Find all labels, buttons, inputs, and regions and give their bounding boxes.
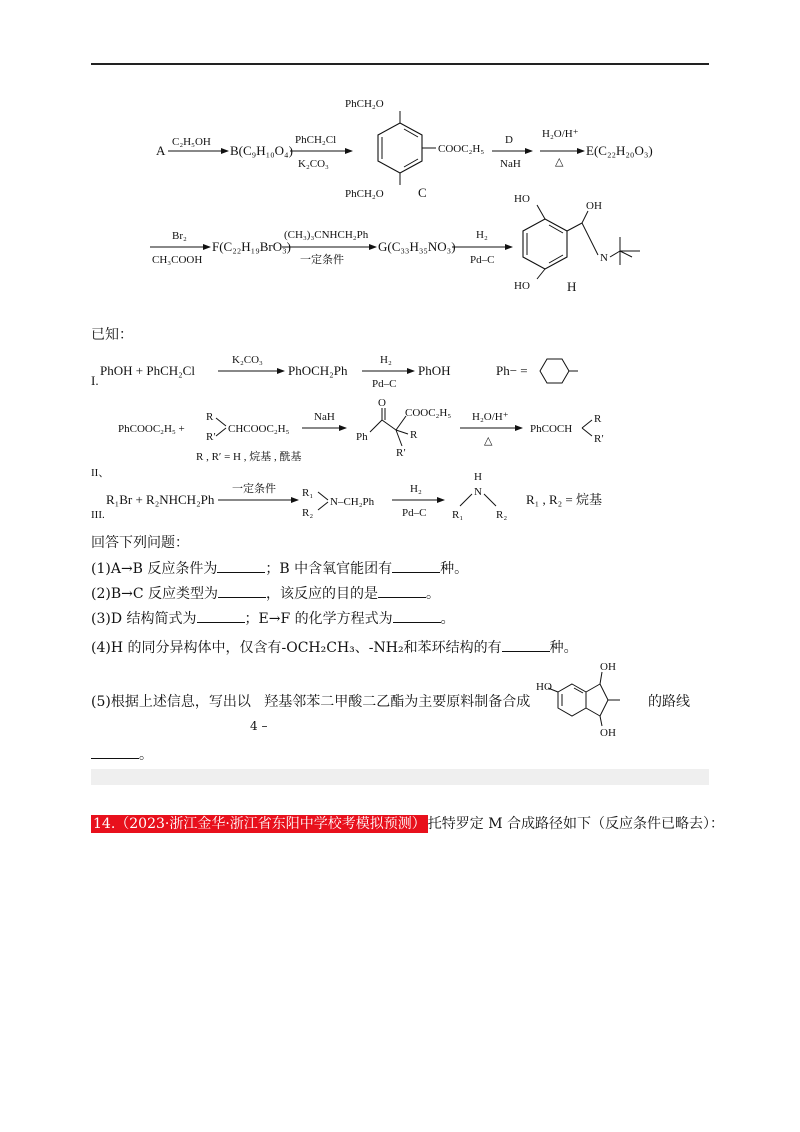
reagent-gh-top: H₂ — [476, 229, 488, 241]
top-rule — [91, 63, 709, 65]
phenyl-ring — [540, 359, 578, 383]
r2-reagent2-bottom: △ — [484, 435, 493, 447]
known-title: 已知： — [91, 327, 133, 343]
r2-reagent2-top: H₂O/H⁺ — [472, 411, 509, 423]
q5-target-structure — [536, 660, 640, 740]
reagent-ab: C₂H₅OH — [172, 136, 211, 148]
h-oh: OH — [586, 200, 602, 212]
h-n: N — [600, 252, 608, 264]
answer-blank-4[interactable] — [502, 638, 550, 652]
r2-right: PhCOCH — [530, 423, 573, 435]
r2-cond: R , R′ = H , 烷基 , 酰基 — [196, 451, 302, 463]
compound-f: F(C₂₂H₁₉BrO₃) — [212, 239, 291, 254]
answer-blank-5[interactable] — [91, 745, 139, 759]
r1-reagent2-bottom: Pd–C — [372, 378, 397, 390]
r3-right-N: N — [474, 486, 482, 498]
question-source-highlight: 14.（2023·浙江金华·浙江省东阳中学校考模拟预测） — [93, 816, 426, 832]
r2-mid-ph: Ph — [356, 431, 368, 443]
ph-def: Ph− = — [496, 363, 528, 378]
r2-Rp: R′ — [206, 431, 216, 443]
r1-left: PhOH + PhCH₂Cl — [100, 363, 195, 378]
r2-reagent1: NaH — [314, 411, 335, 423]
r2-right-Rp: R′ — [594, 433, 604, 445]
reagent-bc-bottom: K₂CO₃ — [298, 158, 329, 170]
r3-reagent2-bottom: Pd–C — [402, 507, 427, 519]
c-sub-top: PhCH₂O — [345, 98, 384, 110]
answer-blank-3a[interactable] — [197, 609, 245, 623]
r2-chain: CHCOOC₂H₅ — [228, 423, 290, 435]
q5-tail: 的路线 — [648, 694, 690, 710]
r2-mid-skeleton — [370, 408, 408, 446]
reagent-cd-bottom: NaH — [500, 158, 521, 170]
r2-right-R: R — [594, 413, 602, 425]
question-5: (5)根据上述信息，写出以 羟基邻苯二甲酸二乙酯为主要原料制备合成 — [91, 694, 531, 710]
r3-mid-R1: R₁ — [302, 487, 314, 499]
compound-g: G(C₃₃H₃₅NO₃) — [378, 239, 456, 254]
compound-c-structure — [378, 111, 436, 185]
r3-right-R2: R₂ — [496, 509, 508, 521]
r2-mid-o: O — [378, 397, 386, 409]
r2-mid-R: R — [410, 429, 418, 441]
synthesis-scheme — [0, 85, 800, 300]
answer-bar — [91, 769, 709, 785]
r2-mid-Rp: R′ — [396, 447, 406, 459]
q5-answer-line: 。 — [91, 745, 153, 764]
r3-right-H: H — [474, 471, 482, 483]
r1-mid: PhOCH₂Ph — [288, 363, 348, 378]
r1-label: I. — [91, 373, 99, 388]
reagent-de-top: H₂O/H⁺ — [542, 128, 579, 140]
question-4: (4)H 的同分异构体中，仅含有-OCH₂CH₃、-NH₂和苯环结构的有 种。 — [91, 640, 578, 656]
r1-right: PhOH — [418, 363, 451, 378]
reagent-ef-top: Br₂ — [172, 230, 187, 242]
question-2: (2)B→C 反应类型为 ，该反应的目的是 。 — [91, 586, 441, 602]
answer-blank-2a[interactable] — [218, 584, 266, 598]
reagent-cd-top: D — [505, 134, 513, 146]
r2-R: R — [206, 411, 214, 423]
r1-reagent1: K₂CO₃ — [232, 354, 263, 366]
q5-oh-top: OH — [600, 661, 616, 673]
reagent-de-bottom: △ — [555, 156, 564, 168]
r3-mid-R2: R₂ — [302, 507, 314, 519]
r2-label: II、 — [91, 467, 110, 479]
compound-b: B(C₉H₁₀O₄) — [230, 143, 293, 158]
q5-ho: HO — [536, 681, 552, 693]
q5-number: 4 – — [250, 719, 268, 733]
reagent-gh-bottom: Pd–C — [470, 254, 495, 266]
q5-oh-bottom: OH — [600, 727, 616, 739]
r3-mid-chain: N–CH₂Ph — [330, 496, 375, 508]
r3-left: R₁Br + R₂NHCH₂Ph — [106, 492, 215, 507]
question-1: (1)A→B 反应条件为 ；B 中含氧官能团有 种。 — [91, 561, 469, 577]
compound-a: A — [156, 143, 166, 158]
h-ho-bottom: HO — [514, 280, 530, 292]
r2-mid-ester: COOC₂H₅ — [405, 407, 452, 419]
answer-blank-1b[interactable] — [392, 559, 440, 573]
c-label: C — [418, 185, 427, 200]
compound-e: E(C₂₂H₂₀O₃) — [586, 143, 653, 158]
c-sub-bottom: PhCH₂O — [345, 188, 384, 200]
r3-reagent1: 一定条件 — [232, 483, 276, 495]
h-ho-top: HO — [514, 193, 530, 205]
answer-blank-1a[interactable] — [217, 559, 265, 573]
answer-blank-2b[interactable] — [378, 584, 426, 598]
compound-h-structure — [523, 205, 640, 279]
r3-cond: R₁ , R₂ = 烷基 — [526, 492, 602, 507]
r2-left: PhCOOC₂H₅ + — [118, 423, 185, 435]
r3-reagent2-top: H₂ — [410, 483, 422, 495]
question-3: (3)D 结构简式为 ；E→F 的化学方程式为 。 — [91, 611, 455, 627]
known-reactions — [0, 340, 800, 530]
next-question-header — [91, 815, 724, 833]
reagent-bc-top: PhCH₂Cl — [295, 134, 337, 146]
r3-right-R1: R₁ — [452, 509, 464, 521]
c-ester: COOC₂H₅ — [438, 143, 485, 155]
reagent-ef-bottom: CH₃COOH — [152, 254, 203, 266]
reagent-fg-top: (CH₃)₃CNHCH₂Ph — [284, 229, 369, 241]
h-label: H — [567, 279, 577, 294]
questions-intro: 回答下列问题： — [91, 535, 189, 551]
answer-blank-3b[interactable] — [393, 609, 441, 623]
r3-label: III. — [91, 509, 105, 521]
next-question-text: 托特罗定 M 合成路径如下（反应条件已略去）： — [427, 816, 725, 832]
reagent-fg-bottom: 一定条件 — [300, 254, 344, 266]
r1-reagent2-top: H₂ — [380, 354, 392, 366]
